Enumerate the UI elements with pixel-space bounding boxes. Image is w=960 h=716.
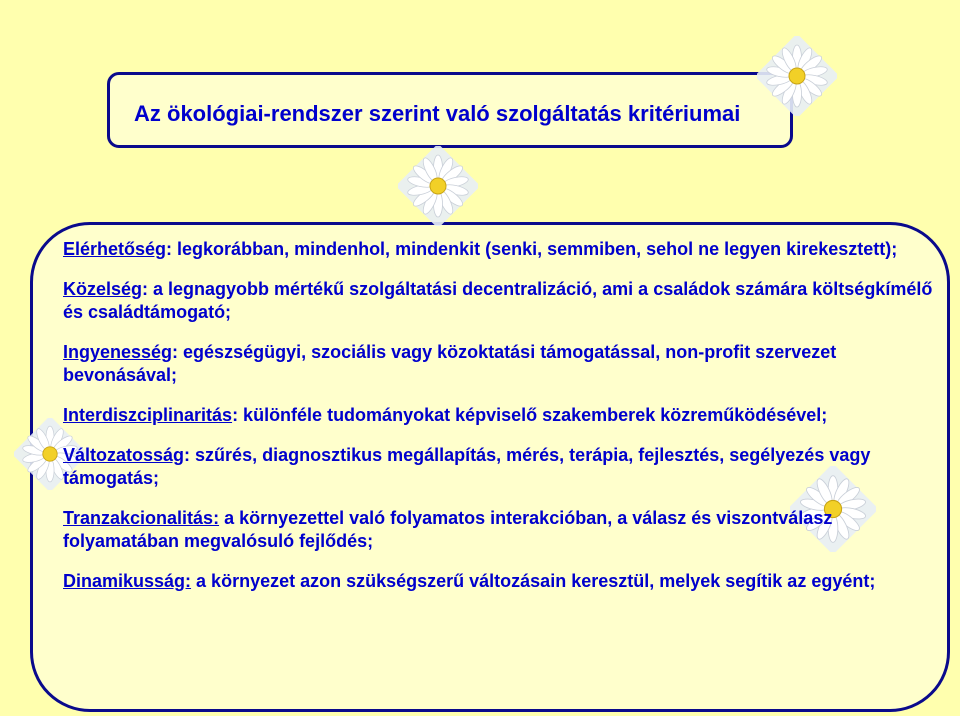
criterion-term: Ingyenesség xyxy=(63,342,173,362)
criterion-text: : különféle tudományokat képviselő szakemberek közreműködésével; xyxy=(232,405,828,425)
criterion-text: : szűrés, diagnosztikus megállapítás, mérés, terápia, fejlesztés, segélyezés vagy támogatás; xyxy=(63,445,871,488)
criterion-term: Dinamikusság: xyxy=(63,571,192,591)
daisy-icon xyxy=(757,36,837,116)
criterion-term: Elérhetőség xyxy=(63,239,167,259)
page-title: Az ökológiai-rendszer szerint való szolgáltatás kritériumai xyxy=(134,101,741,126)
criterion-text: : egészségügyi, szociális vagy közoktatási támogatással, non-profit szervezet bevonásával; xyxy=(63,342,837,385)
criterion-term: Tranzakcionalitás: xyxy=(63,508,220,528)
criterion-term: Interdiszciplinaritás xyxy=(63,405,233,425)
criterion-term: Változatosság xyxy=(63,445,185,465)
criterion-text: a környezettel való folyamatos interakcióban, a válasz és viszontválasz folyamatában megvalósuló fejlődés; xyxy=(63,508,833,551)
criterion-interdisciplinarity xyxy=(63,404,933,427)
criterion-dynamism xyxy=(63,570,933,593)
criterion-proximity xyxy=(63,278,933,324)
criterion-text: : a legnagyobb mértékű szolgáltatási decentralizáció, ami a családok számára költségkímélő és családtámogató; xyxy=(63,279,933,322)
criterion-transactionality xyxy=(63,507,933,553)
criteria-list xyxy=(63,238,933,610)
title-box xyxy=(107,72,793,148)
criterion-accessibility xyxy=(63,238,933,261)
daisy-icon xyxy=(398,146,478,226)
criterion-term: Közelség xyxy=(63,279,143,299)
criterion-text: : legkorábban, mindenhol, mindenkit (senki, semmiben, sehol ne legyen kirekesztett); xyxy=(166,239,898,259)
criterion-free-of-charge xyxy=(63,341,933,387)
criterion-variety xyxy=(63,444,933,490)
criterion-text: a környezet azon szükségszerű változásain keresztül, melyek segítik az egyént; xyxy=(191,571,876,591)
